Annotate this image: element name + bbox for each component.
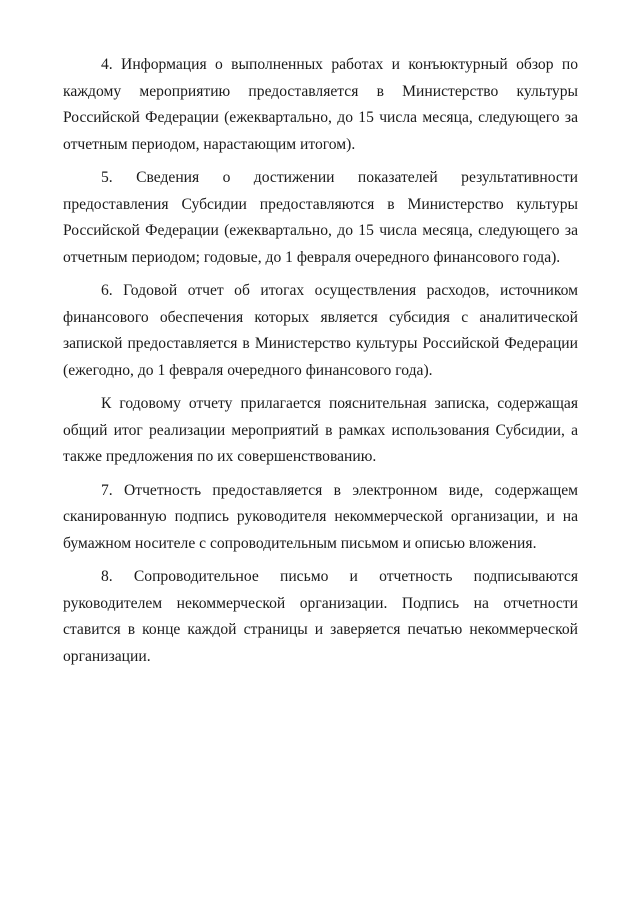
- paragraph-item-5: 5. Сведения о достижении показателей результативности предоставления Субсидии предоставляются в Министерство культуры Российской Федерации (ежеквартально, до 15 числа месяца, следующего за отчетным периодом; годовые, до 1 февраля очередного финансового года).: [63, 169, 578, 266]
- paragraph-item-4: 4. Информация о выполненных работах и конъюктурный обзор по каждому мероприятию предоставляется в Министерство культуры Российской Федерации (ежеквартально, до 15 числа месяца, следующего за отчетным периодом, нарастающим итогом).: [63, 56, 578, 153]
- paragraph-item-8: 8. Сопроводительное письмо и отчетность подписываются руководителем некоммерческой организации. Подпись на отчетности ставится в конце каждой страницы и заверяется печатью некоммерческой организации.: [63, 568, 578, 665]
- paragraph-annual-report-note: К годовому отчету прилагается пояснительная записка, содержащая общий итог реализации мероприятий в рамках использования Субсидии, а также предложения по их совершенствованию.: [63, 395, 578, 465]
- document-body: [63, 52, 578, 670]
- paragraph-item-6: 6. Годовой отчет об итогах осуществления расходов, источником финансового обеспечения которых является субсидия с аналитической запиской предоставляется в Министерство культуры Российской Федерации (ежегодно, до 1 февраля очередного финансового года).: [63, 282, 578, 379]
- paragraph-item-7: 7. Отчетность предоставляется в электронном виде, содержащем сканированную подпись руководителя некоммерческой организации, и на бумажном носителе с сопроводительным письмом и описью вложения.: [63, 481, 578, 552]
